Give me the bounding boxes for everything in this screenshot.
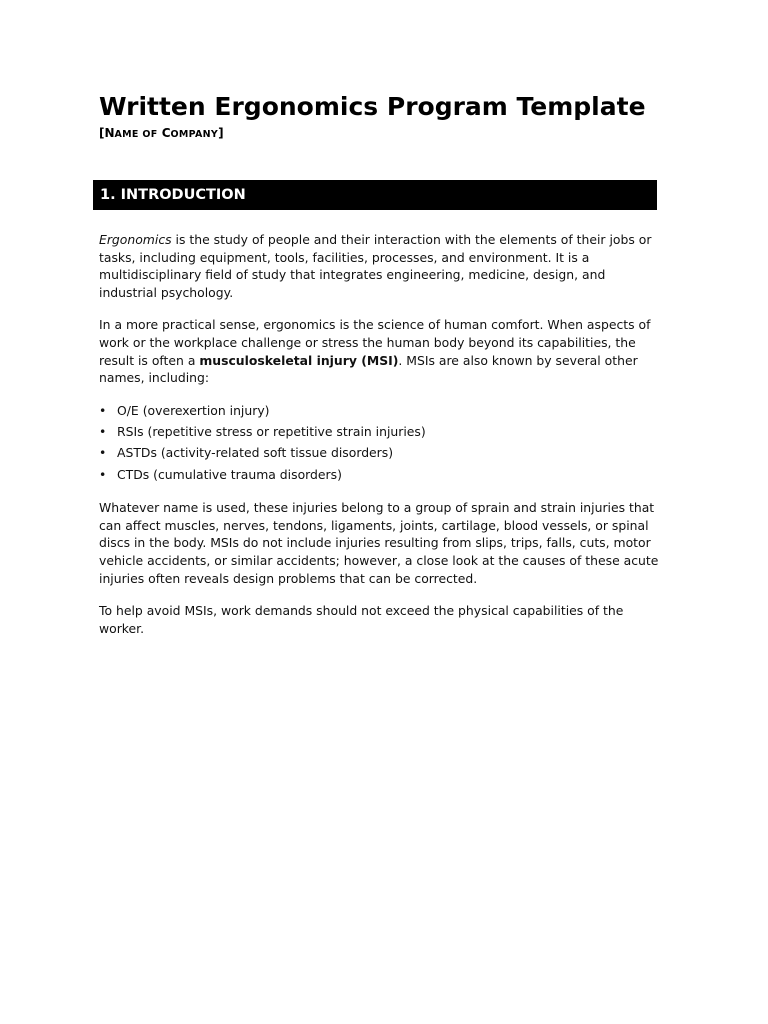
bullet-icon: • [99, 424, 107, 440]
msi-term: musculoskeletal injury (MSI) [199, 352, 399, 368]
msi-names-list [99, 402, 659, 483]
ergonomics-term: Ergonomics [99, 232, 172, 247]
section-heading: 1. INTRODUCTION [100, 187, 246, 203]
paragraph-2-text-before: In a more practical sense, ergonomics is the science of human comfort. When aspects of work or the workplace challenge or stress the human body beyond its capabilities, the result is often a [99, 317, 651, 368]
paragraph-2-text-after: . MSIs are also known by several other names, including: [99, 352, 638, 386]
paragraph-1-text: is the study of people and their interaction with the elements of their jobs or tasks, including equipment, tools, facilities, processes, and environment. It is a multidisciplinary field of study that integrates engineering, medicine, design, and industrial psychology. [99, 232, 652, 300]
list-item-text: ASTDs (activity-related soft tissue disorders) [117, 445, 394, 461]
bullet-icon: • [99, 466, 107, 482]
company-word-1-initial: N [104, 126, 115, 140]
paragraph-msi-description: Whatever name is used, these injuries belong to a group of sprain and strain injuries that can affect muscles, nerves, tendons, ligaments, joints, cartilage, blood vessels, or spinal discs in the body. MSIs do not include injuries resulting from slips, trips, falls, cuts, motor vehicle accidents, or similar accidents; however, a close look at the causes of these acute injuries often reveals design problems that can be corrected. [99, 500, 659, 586]
company-word-2-rest: OMPANY [170, 129, 219, 140]
list-item-text: CTDs (cumulative trauma disorders) [117, 466, 342, 482]
paragraph-ergonomics-definition [99, 231, 659, 301]
list-item [99, 444, 659, 462]
bracket-open: [ [99, 126, 105, 140]
section-heading-bar [93, 180, 657, 210]
document-title: Written Ergonomics Program Template [99, 92, 646, 121]
list-item [99, 466, 659, 484]
list-item [99, 423, 659, 441]
bullet-icon: • [99, 402, 107, 418]
paragraph-msi-intro [99, 316, 659, 386]
list-item-text: O/E (overexertion injury) [117, 402, 270, 418]
company-name-placeholder [99, 125, 224, 143]
list-item-text: RSIs (repetitive stress or repetitive strain injuries) [117, 424, 426, 440]
bullet-icon: • [99, 445, 107, 461]
paragraph-msi-avoidance: To help avoid MSIs, work demands should not exceed the physical capabilities of the worker. [99, 603, 624, 636]
list-item [99, 402, 659, 420]
company-word-2-initial: C [161, 126, 171, 140]
company-word-1-rest: AME OF [114, 129, 158, 140]
section-body [99, 231, 659, 652]
bracket-close: ] [218, 126, 224, 140]
